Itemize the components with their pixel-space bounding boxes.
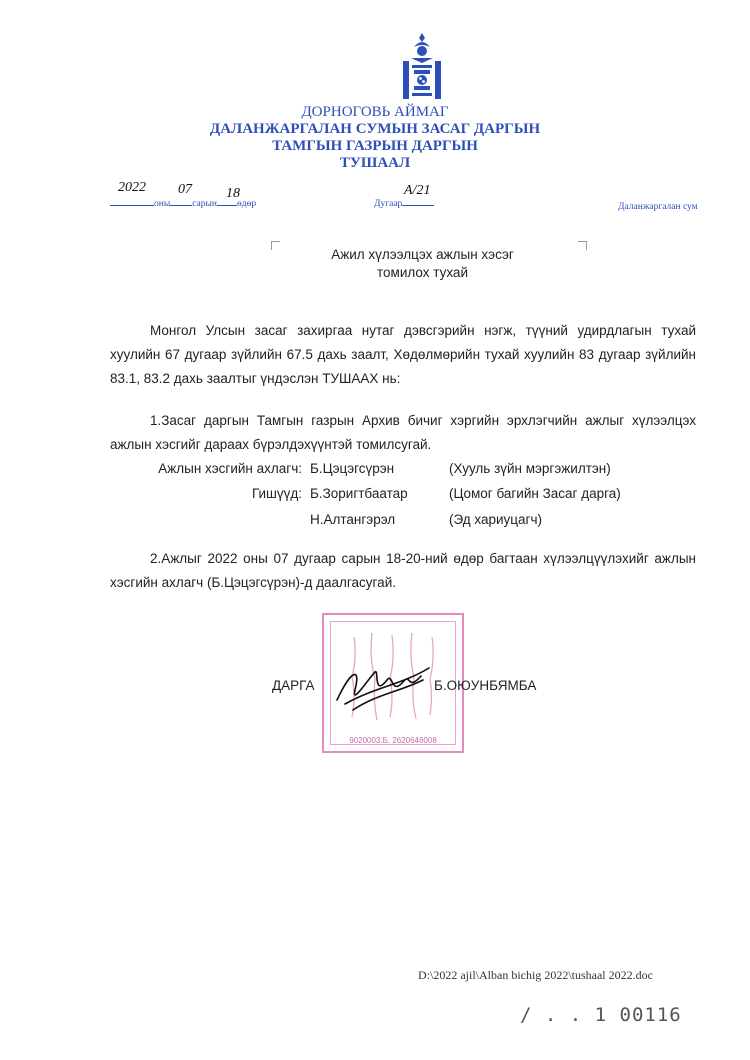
body-paragraph-1: Монгол Улсын засаг захиргаа нутаг дэвсгэрийн нэгж, түүний удирдлагын тухай хуулийн 67 дугаар зүйлийн 67.5 дахь заалт, Хөдөлмөрийн тухай хуулийн 83 дугаар зүйлийн 83.1, 83.2 дахь заалтыг үндэслэн ТУШААХ нь: [110,323,696,386]
header-line-1: ДАЛАНЖАРГАЛАН СУМЫН ЗАСАГ ДАРГЫН [209,121,541,137]
body-paragraph-3: 2.Ажлыг 2022 оны 07 дугаар сарын 18-20-ний өдөр багтаан хүлээлцүүлэхийг ажлын хэсгийн ахлагч (Б.Цэцэгсүрэн)-д даалгасугай. [110,551,696,590]
header-title: ТУШААЛ [339,155,411,171]
number-handwritten: А/21 [404,183,431,198]
signature-title: ДАРГА [272,678,315,693]
place: Даланжаргалан сум [618,202,698,212]
file-path: D:\2022 ajil\Alban bichig 2022\tushaal 2022.doc [418,968,653,982]
member-name-3: Н.Алтангэрэл [310,512,396,527]
date-month-handwritten: 07 [178,182,192,197]
signature-name: Б.ОЮУНБЯМБА [434,678,537,693]
subject-line-1: Ажил хүлээлцэх ажлын хэсэг [331,247,514,262]
member-position-3: (Эд хариуцагч) [449,512,542,527]
day-suffix: өдөр [237,199,257,209]
stamp-code: 9020003.Б. 2620646008 [349,736,437,745]
member-role-1: Ажлын хэсгийн ахлагч: [158,461,302,476]
body-paragraph-2: 1.Засаг даргын Тамгын газрын Архив бичиг хэргийн эрхлэгчийн ажлыг хүлээлцэх ажлын хэсгийг дараах бүрэлдэхүүнтэй томилсугай. [110,413,696,452]
header-line-2: ТАМГЫН ГАЗРЫН ДАРГЫН [272,138,478,154]
member-name-2: Б.Зоригтбаатар [310,486,408,501]
member-name-1: Б.Цэцэгсүрэн [310,461,395,476]
date-year-handwritten: 2022 [118,180,146,195]
member-position-1: (Хууль зүйн мэргэжилтэн) [449,461,611,476]
member-position-2: (Цомог багийн Засаг дарга) [449,486,621,501]
date-day-handwritten: 18 [226,186,240,201]
soyombo-icon [403,33,441,101]
handwritten-signature-icon [333,658,433,718]
subject-line-2: томилох тухай [377,265,468,280]
month-suffix: сарын [192,199,217,209]
date-line [110,199,256,209]
number-line [374,199,434,209]
year-suffix: оны [154,199,171,209]
document-code: / . . 1 00116 [520,1004,682,1026]
number-label: Дугаар [374,199,403,209]
header-aimag: ДОРНОГОВЬ АЙМАГ [301,104,449,120]
member-role-2: Гишүүд: [251,486,302,501]
